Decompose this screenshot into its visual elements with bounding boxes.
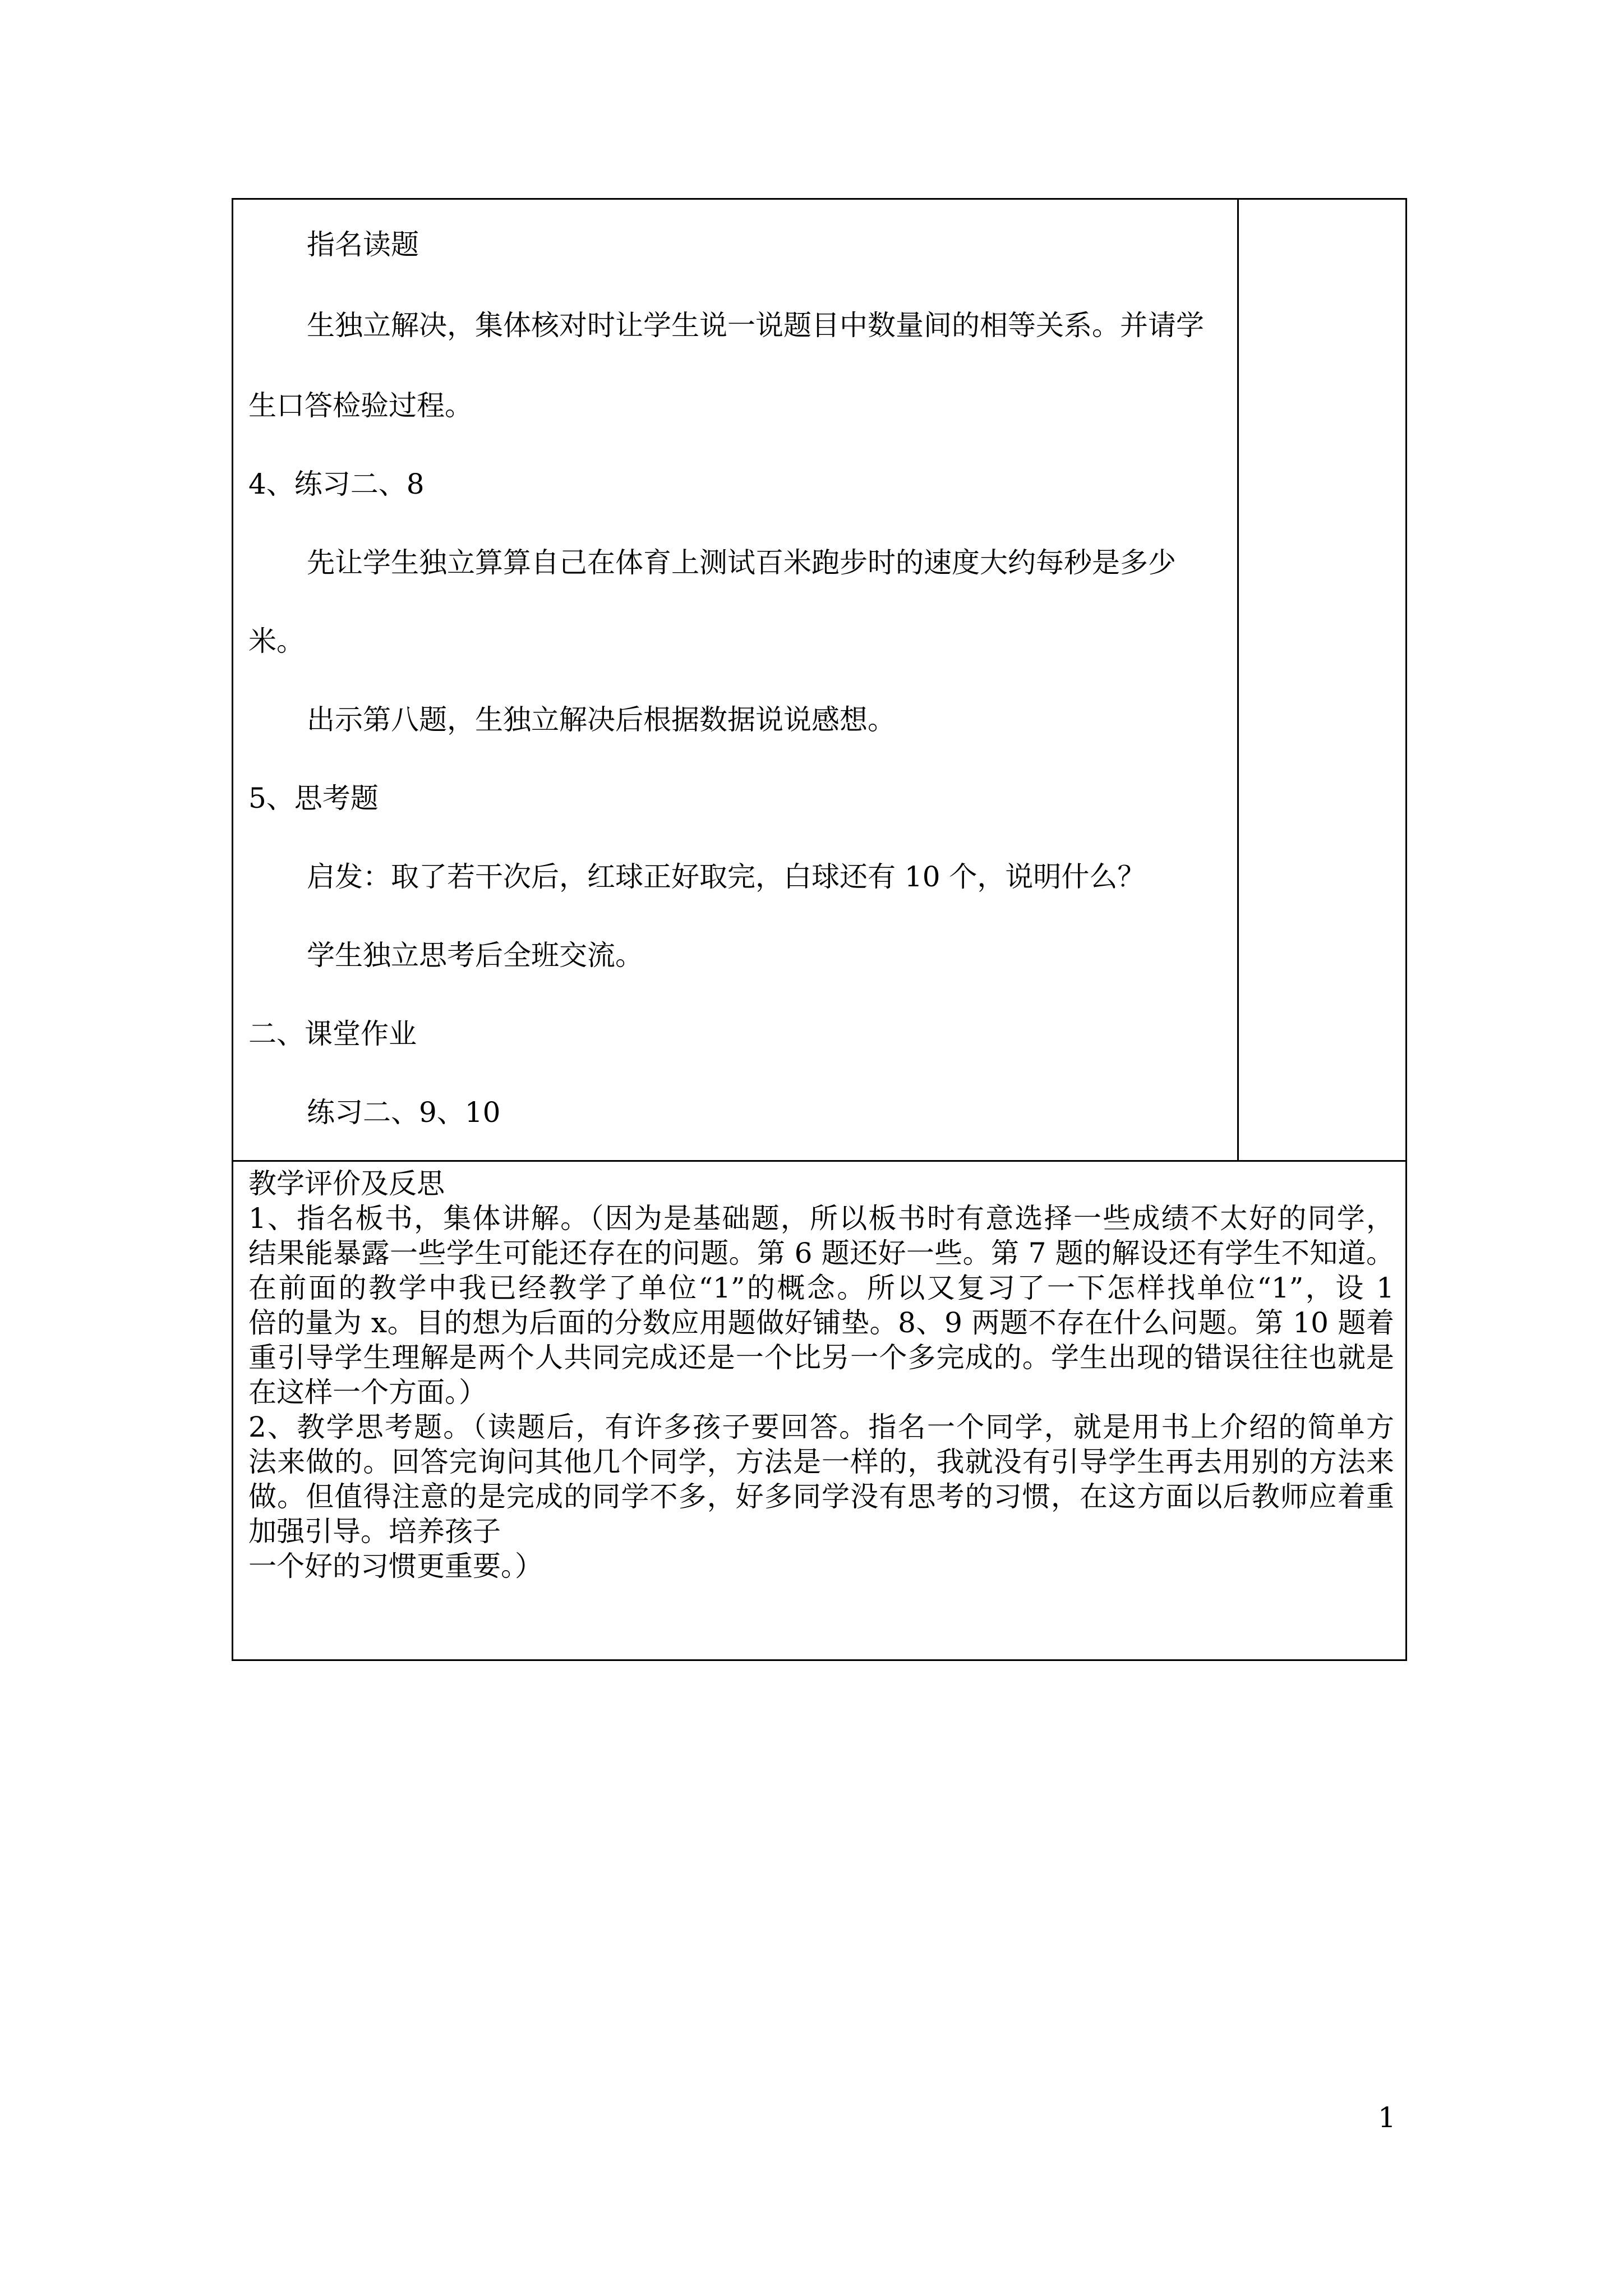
lesson-line: 5、思考题 [248,782,379,815]
reflection-line: 结果能暴露一些学生可能还存在的问题。第 6 题还好一些。第 7 题的解设还有学生不知道。 [248,1237,1394,1269]
reflection-line: 倍的量为 x。目的想为后面的分数应用题做好铺垫。8、9 两题不存在什么问题。第 10 题着 [248,1306,1394,1339]
lesson-line: 先让学生独立算算自己在体育上测试百米跑步时的速度大约每秒是多少 [307,546,1176,579]
lesson-table [232,198,1407,1661]
reflection-line: 2、教学思考题。（读题后，有许多孩子要回答。指名一个同学，就是用书上介绍的简单方 [248,1411,1394,1443]
lesson-line: 练习二、9、10 [307,1096,501,1129]
page-number: 1 [1378,2101,1396,2134]
lesson-line: 学生独立思考后全班交流。 [307,939,643,972]
lesson-line: 生口答检验过程。 [248,389,473,422]
lesson-content-cell [233,200,1239,1160]
lesson-line: 出示第八题，生独立解决后根据数据说说感想。 [307,703,896,736]
reflection-line: 法来做的。回答完询问其他几个同学，方法是一样的，我就没有引导学生再去用别的方法来 [248,1446,1394,1478]
reflection-line: 一个好的习惯更重要。） [248,1550,543,1582]
lesson-line: 生独立解决，集体核对时让学生说一说题目中数量间的相等关系。并请学 [307,309,1204,342]
reflection-line: 在前面的教学中我已经教学了单位“1”的概念。所以又复习了一下怎样找单位“1”，设 1 [248,1272,1394,1304]
lesson-row [233,200,1405,1162]
reflection-title: 教学评价及反思 [248,1167,445,1200]
reflection-line: 重引导学生理解是两个人共同完成还是一个比另一个多完成的。学生出现的错误往往也就是 [248,1341,1394,1374]
lesson-line: 启发：取了若干次后，红球正好取完，白球还有 10 个，说明什么？ [307,861,1146,893]
lesson-line: 二、课堂作业 [248,1018,417,1050]
reflection-cell [233,1162,1405,1659]
reflection-line: 加强引导。培养孩子 [248,1515,501,1548]
lesson-line: 指名读题 [307,228,419,261]
notes-cell [1239,200,1405,1160]
reflection-line: 在这样一个方面。） [248,1376,487,1409]
reflection-line: 做。但值得注意的是完成的同学不多，好多同学没有思考的习惯，在这方面以后教师应着重 [248,1480,1394,1513]
lesson-line: 米。 [248,625,305,657]
lesson-line: 4、练习二、8 [248,468,425,500]
reflection-line: 1、指名板书，集体讲解。（因为是基础题，所以板书时有意选择一些成绩不太好的同学， [248,1202,1394,1235]
